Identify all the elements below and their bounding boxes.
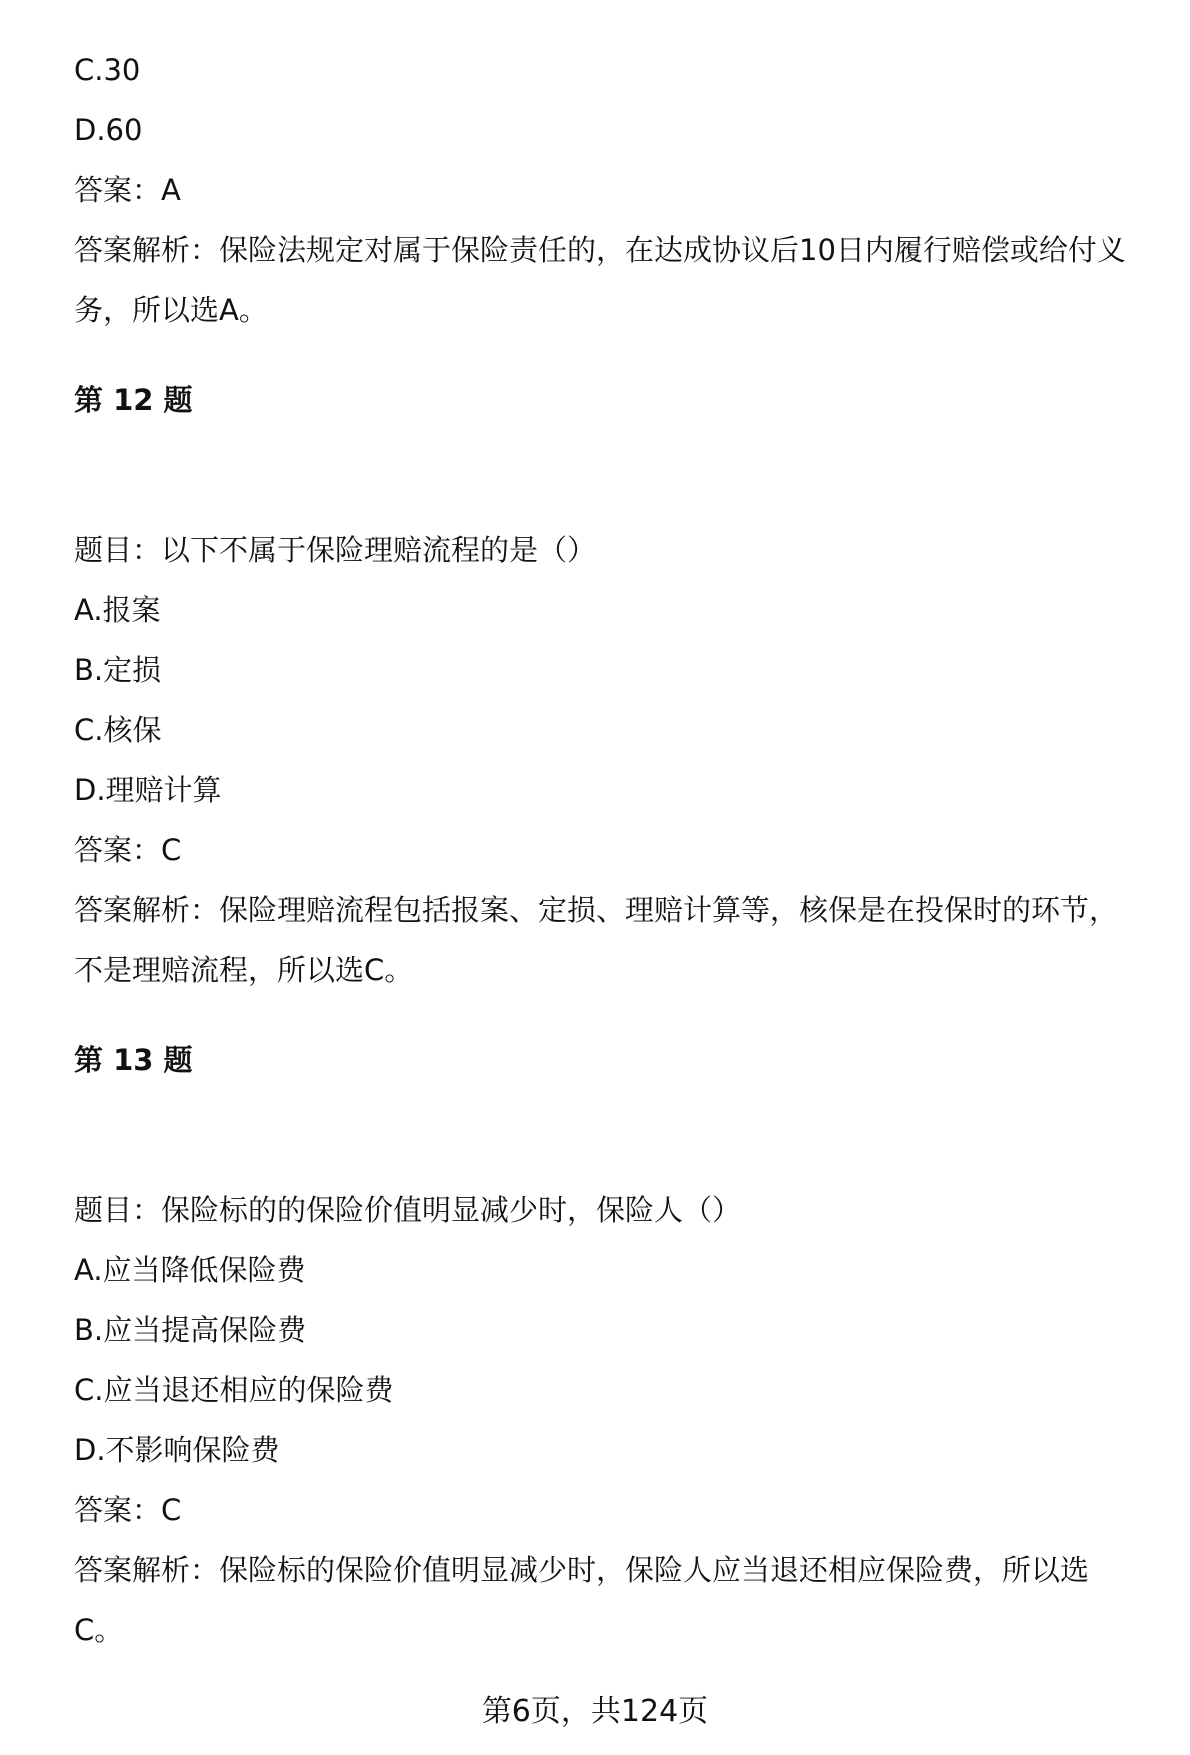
question-12-analysis-line-2: 不是理赔流程，所以选C。: [74, 953, 414, 987]
question-12-option-b: B.定损: [74, 653, 162, 687]
question-12-option-c: C.核保: [74, 713, 162, 747]
question-12-option-d: D.理赔计算: [74, 773, 222, 807]
prev-option-c: C.30: [74, 53, 141, 87]
question-13-option-d: D.不影响保险费: [74, 1433, 280, 1467]
question-12-analysis-line-1: 答案解析：保险理赔流程包括报案、定损、理赔计算等，核保是在投保时的环节，: [74, 893, 1119, 927]
question-13-heading: 第 13 题: [74, 1043, 193, 1077]
question-12-answer: 答案：C: [74, 833, 182, 867]
question-13-option-a: A.应当降低保险费: [74, 1253, 306, 1287]
question-13-analysis-line-2: C。: [74, 1613, 124, 1647]
question-12-text: 题目：以下不属于保险理赔流程的是（）: [74, 533, 597, 567]
question-13-analysis-line-1: 答案解析：保险标的保险价值明显减少时，保险人应当退还相应保险费，所以选: [74, 1553, 1090, 1587]
prev-analysis-line-1: 答案解析：保险法规定对属于保险责任的，在达成协议后10日内履行赔偿或给付义: [74, 233, 1126, 267]
question-13-option-b: B.应当提高保险费: [74, 1313, 307, 1347]
question-13-option-c: C.应当退还相应的保险费: [74, 1373, 394, 1407]
prev-option-d: D.60: [74, 113, 143, 147]
question-12-option-a: A.报案: [74, 593, 161, 627]
question-12-heading: 第 12 题: [74, 383, 193, 417]
prev-answer: 答案：A: [74, 173, 181, 207]
prev-analysis-line-2: 务，所以选A。: [74, 293, 268, 327]
question-13-answer: 答案：C: [74, 1493, 182, 1527]
page-number-footer: 第6页，共124页: [481, 1694, 709, 1729]
question-13-text: 题目：保险标的的保险价值明显减少时，保险人（）: [74, 1193, 742, 1227]
